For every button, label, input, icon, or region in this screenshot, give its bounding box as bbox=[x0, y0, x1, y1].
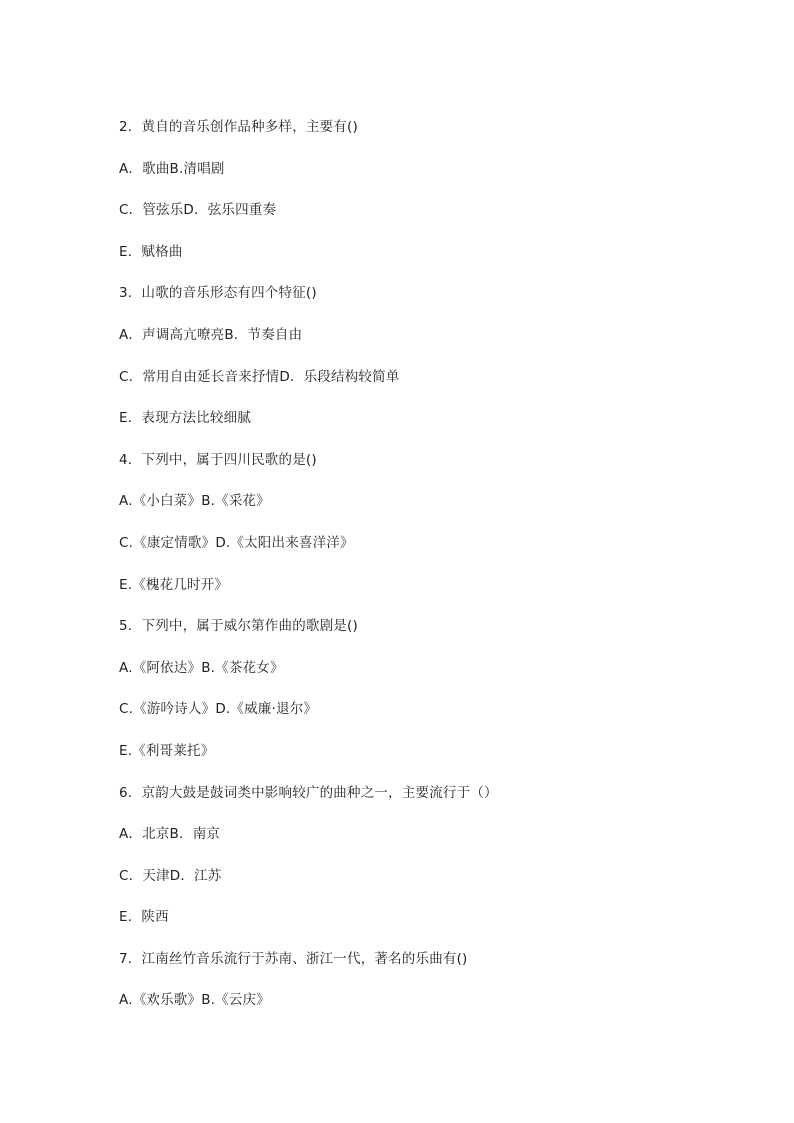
question-5-option-e: E.《利哥莱托》 bbox=[119, 742, 215, 759]
question-3-stem: 3．山歌的音乐形态有四个特征() bbox=[119, 285, 317, 302]
question-2-stem: 2．黄自的音乐创作品种多样，主要有() bbox=[119, 119, 358, 135]
question-2-option-e: E．赋格曲 bbox=[119, 243, 183, 260]
question-6-stem: 6．京韵大鼓是鼓词类中影响较广的曲种之一，主要流行于（） bbox=[119, 784, 498, 801]
question-3-options-ab: A．声调高亢嘹亮B．节奏自由 bbox=[119, 326, 303, 343]
question-3-options-cd: C．常用自由延长音来抒情D．乐段结构较简单 bbox=[119, 368, 400, 385]
question-6-options-cd: C．天津D．江苏 bbox=[119, 867, 222, 884]
question-6-option-e: E．陕西 bbox=[119, 909, 169, 926]
question-5-options-cd: C.《游吟诗人》D.《威廉·退尔》 bbox=[119, 701, 318, 718]
question-5-stem: 5．下列中，属于威尔第作曲的歌剧是() bbox=[119, 618, 358, 635]
question-6-options-ab: A．北京B．南京 bbox=[119, 826, 221, 843]
question-2-options-ab: A．歌曲B.清唱剧 bbox=[119, 160, 225, 177]
question-4-options-cd: C.《康定情歌》D.《太阳出来喜洋洋》 bbox=[119, 534, 354, 551]
question-4-stem: 4．下列中，属于四川民歌的是() bbox=[119, 451, 317, 468]
question-4-options-ab: A.《小白菜》B.《采花》 bbox=[119, 493, 270, 510]
question-2-options-cd: C．管弦乐D．弦乐四重奏 bbox=[119, 202, 277, 219]
document-body bbox=[119, 113, 754, 1028]
question-3-option-e: E．表现方法比较细腻 bbox=[119, 410, 252, 427]
question-7-stem: 7．江南丝竹音乐流行于苏南、浙江一代，著名的乐曲有() bbox=[119, 950, 468, 967]
question-4-option-e: E.《槐花几时开》 bbox=[119, 576, 229, 593]
question-7-options-ab: A.《欢乐歌》B.《云庆》 bbox=[119, 992, 270, 1009]
question-5-options-ab: A.《阿依达》B.《茶花女》 bbox=[119, 659, 284, 676]
